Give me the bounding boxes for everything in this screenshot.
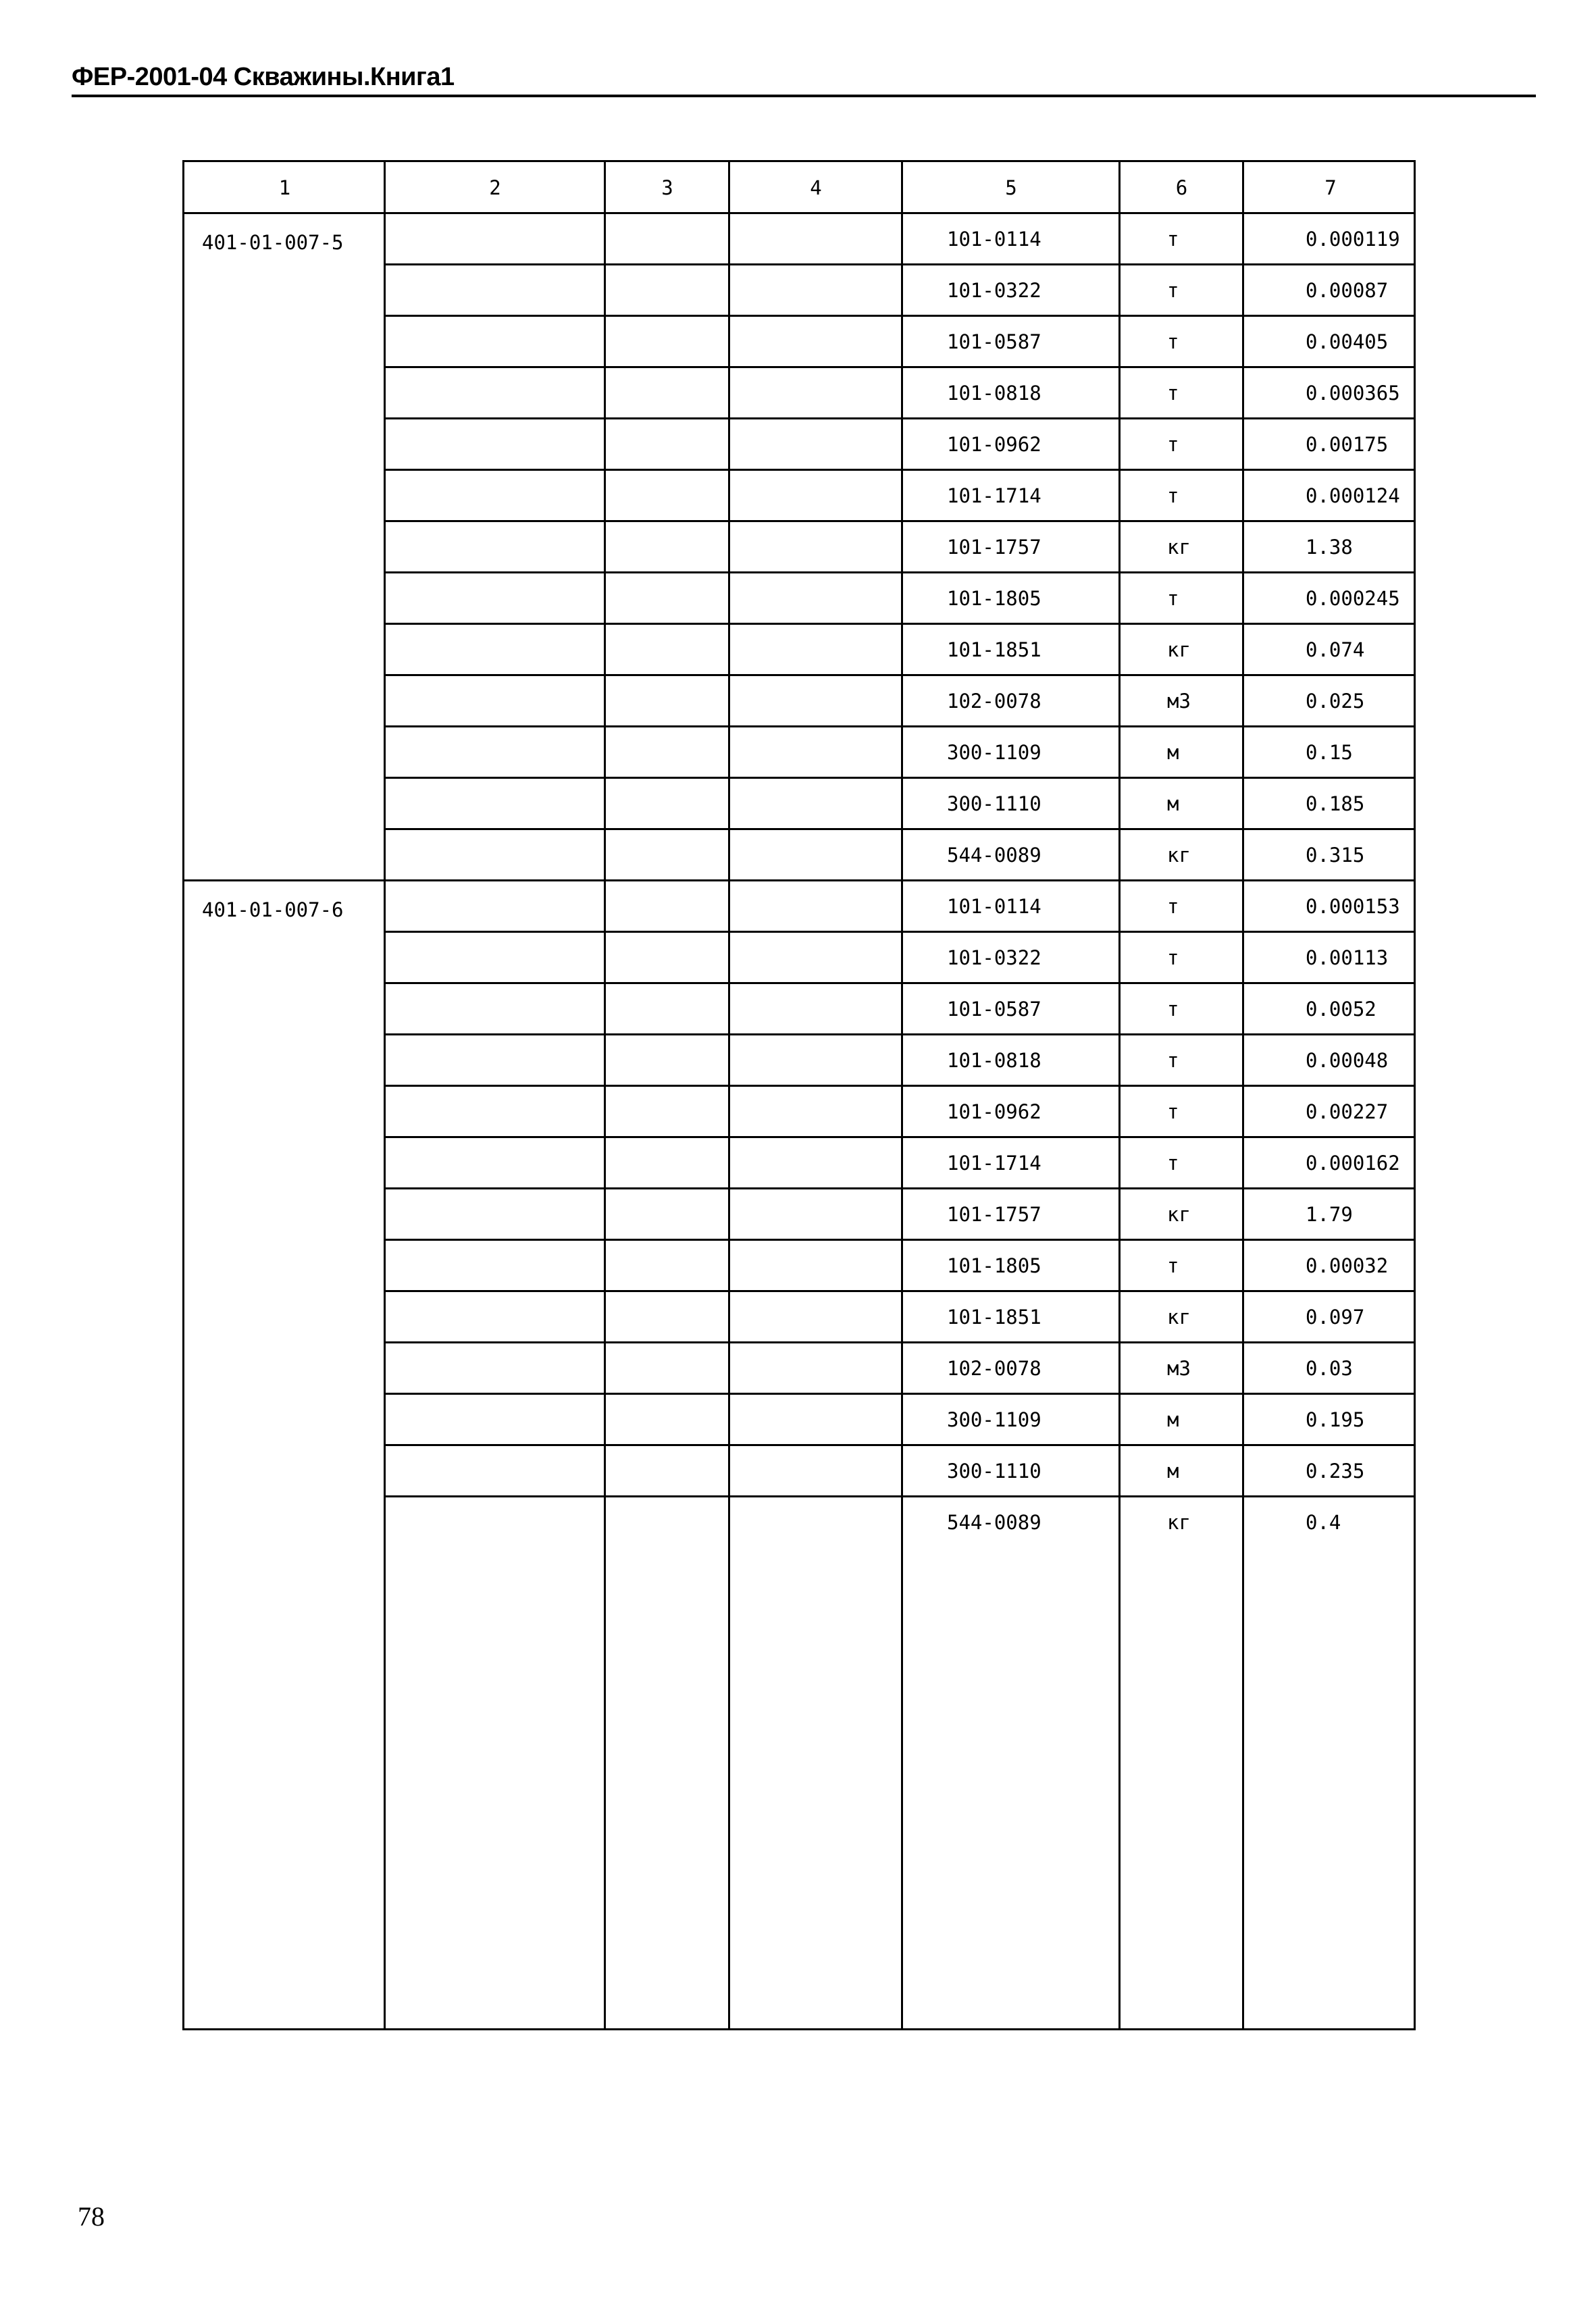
unit: м <box>1167 792 1179 815</box>
unit: т <box>1167 228 1179 251</box>
row-divider <box>385 571 1414 573</box>
column-header: 6 <box>1175 176 1188 199</box>
column-divider <box>1118 162 1121 2028</box>
unit: т <box>1167 1049 1179 1072</box>
quantity-value: 0.000365 <box>1306 382 1400 405</box>
quantity-value: 0.074 <box>1306 638 1365 661</box>
unit: т <box>1167 998 1179 1021</box>
unit: т <box>1167 1254 1179 1277</box>
resource-code: 101-0818 <box>947 1049 1041 1072</box>
column-divider <box>728 162 730 2028</box>
row-divider <box>385 623 1414 625</box>
unit: т <box>1167 587 1179 610</box>
quantity-value: 0.000162 <box>1306 1152 1400 1175</box>
resource-code: 101-0818 <box>947 382 1041 405</box>
resource-code: 300-1110 <box>947 792 1041 815</box>
page-number: 78 <box>78 2201 105 2232</box>
resource-code: 101-1714 <box>947 484 1041 507</box>
row-divider <box>385 1290 1414 1292</box>
column-header: 7 <box>1324 176 1337 199</box>
unit: м <box>1167 741 1179 764</box>
quantity-value: 0.03 <box>1306 1357 1353 1380</box>
row-divider <box>385 1033 1414 1035</box>
quantity-value: 0.097 <box>1306 1306 1365 1329</box>
resource-code: 101-1757 <box>947 1203 1041 1226</box>
row-divider <box>385 1393 1414 1395</box>
unit: кг <box>1167 536 1191 559</box>
unit: м3 <box>1167 690 1191 713</box>
unit: т <box>1167 330 1179 353</box>
page-header <box>72 62 1536 97</box>
column-divider <box>901 162 903 2028</box>
unit: т <box>1167 1100 1179 1123</box>
row-divider <box>385 1239 1414 1241</box>
row-divider <box>385 1341 1414 1343</box>
resource-code: 101-1805 <box>947 1254 1041 1277</box>
unit: кг <box>1167 1511 1191 1534</box>
quantity-value: 1.79 <box>1306 1203 1353 1226</box>
unit: кг <box>1167 638 1191 661</box>
quantity-value: 0.000245 <box>1306 587 1400 610</box>
unit: т <box>1167 946 1179 969</box>
document-title: ФЕР-2001-04 Скважины.Книга1 <box>72 63 455 91</box>
resource-code: 101-0322 <box>947 946 1041 969</box>
unit: м3 <box>1167 1357 1191 1380</box>
quantity-value: 0.000153 <box>1306 895 1400 918</box>
row-divider <box>385 520 1414 522</box>
quantity-value: 0.00405 <box>1306 330 1389 353</box>
column-header: 1 <box>278 176 291 199</box>
row-divider <box>385 1187 1414 1189</box>
group-divider <box>184 879 1414 881</box>
unit: т <box>1167 433 1179 456</box>
unit: кг <box>1167 1203 1191 1226</box>
resource-code: 101-1805 <box>947 587 1041 610</box>
unit: т <box>1167 895 1179 918</box>
column-header: 5 <box>1005 176 1017 199</box>
resource-code: 544-0089 <box>947 844 1041 867</box>
group-code: 401-01-007-5 <box>202 231 344 254</box>
unit: т <box>1167 279 1179 302</box>
resource-code: 102-0078 <box>947 1357 1041 1380</box>
column-header: 4 <box>810 176 822 199</box>
row-divider <box>385 1136 1414 1138</box>
resource-code: 102-0078 <box>947 690 1041 713</box>
row-divider <box>385 1085 1414 1087</box>
quantity-value: 0.00032 <box>1306 1254 1389 1277</box>
unit: т <box>1167 484 1179 507</box>
column-divider <box>604 162 606 2028</box>
unit: т <box>1167 382 1179 405</box>
quantity-value: 0.00227 <box>1306 1100 1389 1123</box>
resource-code: 101-1851 <box>947 1306 1041 1329</box>
quantity-value: 0.195 <box>1306 1408 1365 1431</box>
quantity-value: 0.00048 <box>1306 1049 1389 1072</box>
row-divider <box>385 315 1414 317</box>
resource-code: 544-0089 <box>947 1511 1041 1534</box>
quantity-value: 0.00113 <box>1306 946 1389 969</box>
row-divider <box>385 417 1414 419</box>
quantity-value: 0.000124 <box>1306 484 1400 507</box>
unit: т <box>1167 1152 1179 1175</box>
column-divider <box>1242 162 1244 2028</box>
resource-table <box>182 160 1416 2030</box>
row-divider <box>385 777 1414 779</box>
resource-code: 300-1110 <box>947 1460 1041 1483</box>
column-divider <box>384 162 386 2028</box>
quantity-value: 1.38 <box>1306 536 1353 559</box>
resource-code: 101-1757 <box>947 536 1041 559</box>
quantity-value: 0.185 <box>1306 792 1365 815</box>
quantity-value: 0.235 <box>1306 1460 1365 1483</box>
resource-code: 101-1851 <box>947 638 1041 661</box>
resource-code: 300-1109 <box>947 741 1041 764</box>
quantity-value: 0.4 <box>1306 1511 1341 1534</box>
resource-code: 101-1714 <box>947 1152 1041 1175</box>
quantity-value: 0.0052 <box>1306 998 1376 1021</box>
quantity-value: 0.025 <box>1306 690 1365 713</box>
row-divider <box>385 828 1414 830</box>
row-divider <box>385 725 1414 727</box>
quantity-value: 0.15 <box>1306 741 1353 764</box>
unit: кг <box>1167 1306 1191 1329</box>
row-divider <box>385 263 1414 265</box>
quantity-value: 0.000119 <box>1306 228 1400 251</box>
quantity-value: 0.00175 <box>1306 433 1389 456</box>
row-divider <box>385 1495 1414 1497</box>
unit: м <box>1167 1408 1179 1431</box>
resource-code: 101-0114 <box>947 895 1041 918</box>
resource-code: 300-1109 <box>947 1408 1041 1431</box>
resource-code: 101-0962 <box>947 1100 1041 1123</box>
row-divider <box>385 366 1414 368</box>
row-divider <box>385 982 1414 984</box>
column-header: 2 <box>489 176 501 199</box>
row-divider <box>385 674 1414 676</box>
resource-code: 101-0962 <box>947 433 1041 456</box>
resource-code: 101-0587 <box>947 330 1041 353</box>
row-divider <box>385 469 1414 471</box>
resource-code: 101-0114 <box>947 228 1041 251</box>
column-header: 3 <box>661 176 673 199</box>
row-divider <box>385 1444 1414 1446</box>
quantity-value: 0.00087 <box>1306 279 1389 302</box>
quantity-value: 0.315 <box>1306 844 1365 867</box>
unit: кг <box>1167 844 1191 867</box>
row-divider <box>385 931 1414 933</box>
group-code: 401-01-007-6 <box>202 898 344 921</box>
unit: м <box>1167 1460 1179 1483</box>
resource-code: 101-0322 <box>947 279 1041 302</box>
resource-code: 101-0587 <box>947 998 1041 1021</box>
